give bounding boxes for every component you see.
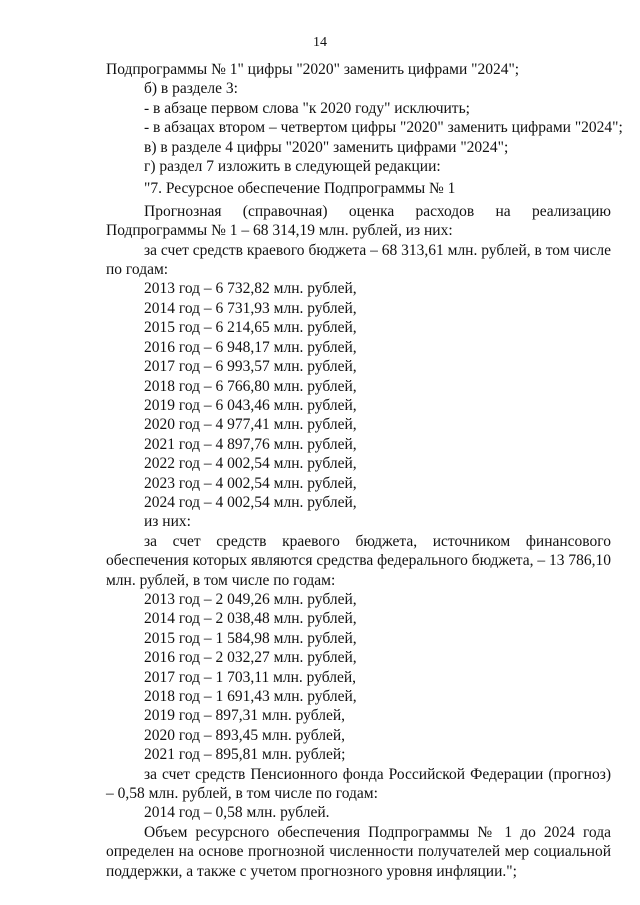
year-line: 2014 год – 0,58 млн. рублей. [144, 804, 330, 822]
year-line: 2019 год – 897,31 млн. рублей, [144, 707, 346, 725]
text-line: Подпрограммы № 1" цифры "2020" заменить цифрами "2024"; [106, 61, 520, 78]
year-line: 2022 год – 4 002,54 млн. рублей, [144, 455, 357, 473]
section-title: "7. Ресурсное обеспечение Подпрограммы № 1 [144, 180, 456, 198]
paragraph-regional: за счет средств краевого бюджета – 68 313,61 млн. рублей, в том числе по годам: [106, 241, 611, 279]
text-line: б) в разделе 3: [144, 80, 238, 98]
text-line: из них: [144, 513, 191, 531]
document-body [106, 60, 623, 881]
year-line: 2016 год – 2 032,27 млн. рублей, [144, 649, 357, 667]
paragraph-forecast: Прогнозная (справочная) оценка расходов на реализацию Подпрограммы № 1 – 68 314,19 млн. рублей, из них: [106, 202, 611, 240]
year-line: 2014 год – 6 731,93 млн. рублей, [144, 299, 357, 317]
paragraph-final: Объем ресурсного обеспечения Подпрограммы № 1 до 2024 года определен на основе прогнозной численности получателей мер социальной поддержки, а также с учетом прогнозного уровня инфляции."; [106, 823, 611, 880]
page-number: 14 [313, 35, 327, 50]
text-line: г) раздел 7 изложить в следующей редакции: [144, 158, 441, 176]
year-line: 2024 год – 4 002,54 млн. рублей, [144, 493, 357, 511]
year-line: 2018 год – 6 766,80 млн. рублей, [144, 377, 357, 395]
year-line: 2020 год – 4 977,41 млн. рублей, [144, 416, 357, 434]
year-line: 2018 год – 1 691,43 млн. рублей, [144, 688, 357, 705]
year-line: 2017 год – 1 703,11 млн. рублей, [144, 668, 357, 686]
year-line: 2021 год – 895,81 млн. рублей; [144, 746, 346, 764]
year-line: 2017 год – 6 993,57 млн. рублей, [144, 358, 357, 376]
year-line: 2015 год – 6 214,65 млн. рублей, [144, 319, 357, 337]
paragraph-federal: за счет средств краевого бюджета, источником финансового обеспечения которых являются средства федерального бюджета, – 13 786,10 млн. рублей, в том числе по годам: [106, 532, 611, 589]
year-line: 2023 год – 4 002,54 млн. рублей, [144, 474, 357, 492]
year-line: 2015 год – 1 584,98 млн. рублей, [144, 629, 357, 647]
year-line: 2021 год – 4 897,76 млн. рублей, [144, 435, 357, 453]
year-line: 2020 год – 893,45 млн. рублей, [144, 726, 346, 744]
text-line: в) в разделе 4 цифры "2020" заменить цифрами "2024"; [144, 138, 509, 156]
year-line: 2013 год – 2 049,26 млн. рублей, [144, 590, 357, 608]
paragraph-pension: за счет средств Пенсионного фонда Российской Федерации (прогноз) – 0,58 млн. рублей, в том числе по годам: [106, 765, 611, 803]
year-line: 2014 год – 2 038,48 млн. рублей, [144, 610, 357, 628]
year-line: 2019 год – 6 043,46 млн. рублей, [144, 396, 357, 414]
text-line: - в абзаце первом слова "к 2020 году" исключить; [144, 99, 470, 117]
year-line: 2016 год – 6 948,17 млн. рублей, [144, 338, 357, 356]
text-line: - в абзацах втором – четвертом цифры "2020" заменить цифрами "2024"; [144, 119, 623, 137]
year-line: 2013 год – 6 732,82 млн. рублей, [144, 280, 357, 298]
